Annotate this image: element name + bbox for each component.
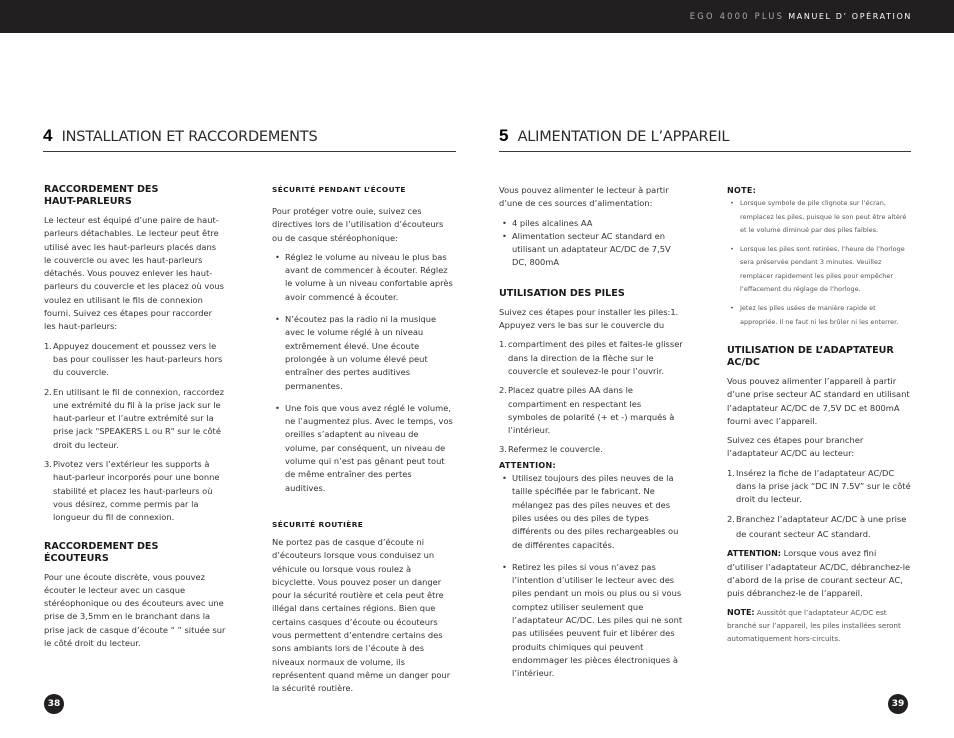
battery-steps [499,338,683,456]
column-4 [727,184,911,645]
heading-listening-safety: SÉCURITÉ PENDANT L’ÉCOUTE [272,185,406,194]
road-text: Ne portez pas de casque d’écoute ni d’écouteurs lorsque vous conduisez un véhicule ou lorsque vous roulez à bicyclette. Vous pouvez poser un danger pour la sécurité routière et cela peut être illégal dans certaines régions. Bien que certains casques d’écoute ou écouteurs vous permettent d’entendre certains des sons ambiants lors de l’écoute à des niveaux normaux de volume, ils représentent quand même un danger pour la sécurité routière. [272,536,451,694]
header-manual: MANUEL D’ OPÉRATION [788,12,912,21]
header-title [690,11,912,21]
adapter-intro: Vous pouvez alimenter l’appareil à partir d’une prise secteur AC standard en utilisant l’adaptateur AC/DC de 7,5V DC et 800mA fourni avec l’appareil. [727,375,910,426]
header-bar [0,0,954,33]
list-item: 1. compartiment des piles et faites-le glisser dans la direction de la flèche sur le couvercle et soulevez-le pour l’ouvrir. [499,339,683,376]
adapter-step-continuation: de courant secteur AC standard. [736,528,871,539]
list-item: • Lorsque symbole de pile clignote sur l’écran, remplacez les piles, puisque le son peut être altéré et le volume diminué par des piles faibles. [730,199,907,234]
speakers-intro: Le lecteur est équipé d’une paire de haut-parleurs détachables. Le lecteur peut être utilisé avec les haut-parleurs placés dans le couvercle ou avec les haut-parleurs détachés. Vous pouvez enlever les haut-parleurs du couvercle et les placez où vous voulez en utilisant le fils de connexion fourni. Suivez ces étapes pour raccorder les haut-parleurs: [44,215,224,332]
list-item: • Réglez le volume au niveau le plus bas avant de commencer à écouter. Réglez le volume à un niveau confortable après avoir commencé à écouter. [275,251,453,302]
list-item: 1. Insérez la fiche de l’adaptateur AC/DC dans la prise jack “DC IN 7.5V” sur le côté droit du lecteur. [727,467,911,505]
speaker-steps [44,340,226,525]
column-1 [44,184,226,650]
section-heading-installation [43,126,456,152]
section-number: 5 [499,126,509,145]
header-brand: EGO 4000 PLUS [689,11,785,21]
note-bullets [727,197,911,329]
adapter-steps [727,467,911,526]
adapter-steps-intro: Suivez ces étapes pour brancher l’adaptateur AC/DC au lecteur: [727,435,864,459]
heading-batteries: UTILISATION DES PILES [499,287,625,299]
list-item: • Alimentation secteur AC standard en utilisant un adaptateur AC/DC de 7,5V DC, 800mA [502,230,671,268]
attention-label: ATTENTION: [499,460,556,470]
page-number-right: 39 [888,694,908,714]
list-item: • Une fois que vous avez réglé le volume, ne l’augmentez plus. Avec le temps, vos oreilles s’adaptent au niveau de volume, par conséquent, un niveau de volume qui n’est pas gênant peut tout de même entraîner des pertes auditives. [275,402,453,493]
column-2 [272,184,454,696]
note-label: NOTE: [727,186,757,195]
list-item: • Lorsque les piles sont retirées, l’heure de l’horloge sera préservée pendant 3 minutes. Veuillez remplacer rapidement les piles pour empêcher l’effacement du réglage de l’horloge. [730,245,905,294]
attention-bullets [499,472,683,680]
heading-speakers: RACCORDEMENT DES HAUT-PARLEURS [44,184,159,207]
power-intro: Vous pouvez alimenter le lecteur à partir d’une de ces sources d’alimentation: [499,185,669,209]
column-3 [499,184,683,687]
list-item: • Jetez les piles usées de manière rapide et appropriée. Il ne faut ni les brûler ni les enterrer. [730,304,899,326]
page-number-left: 38 [44,694,64,714]
list-item: • Utilisez toujours des piles neuves de la taille spécifiée par le fabricant. Ne mélangez pas des piles neuves et des piles usées ou des piles de types différents ou des piles rechargeables ou de différentes capacités. [502,473,679,550]
headphones-text: Pour une écoute discrète, vous pouvez écouter le lecteur avec un casque stéréophonique ou des écouteurs avec une prise de 3,5mm en le branchant dans la prise jack de casque d’écoute “ ” située sur le côté droit du lecteur. [44,571,226,649]
heading-adapter: UTILISATION DE L’ADAPTATEUR AC/DC [727,344,894,368]
section-heading-power [499,126,911,152]
safety-bullets [272,251,454,495]
list-item: 2. Branchez l’adaptateur AC/DC à une prise [727,513,907,524]
heading-road-safety: SÉCURITÉ ROUTIÈRE [272,519,364,529]
list-item: 3. Pivotez vers l’extérieur les supports à haut-parleur incorporés pour une bonne stabilité et placez les haut-parleurs où vous désirez, comme permis par la longueur du fil de connexion. [44,459,220,523]
list-item: 2. En utilisant le fil de connexion, raccordez une extrémité du fil à la prise jack sur le haut-parleur et l’autre extrémité sur la prise jack "SPEAKERS L ou R" sur le côté droit du lecteur. [44,386,224,450]
section-title: ALIMENTATION DE L’APPAREIL [517,129,730,145]
list-item: 3. Refermez le couvercle. [499,444,603,455]
power-sources [499,217,683,270]
section-number: 4 [43,126,53,145]
list-item: • 4 piles alcalines AA [502,217,593,228]
list-item: 2. Placez quatre piles AA dans le compartiment en respectant les symboles de polarité (+ et -) marqués à l’intérieur. [499,385,675,436]
adapter-attention: ATTENTION: Lorsque vous avez fini d’utiliser l’adaptateur AC/DC, débranchez-le d’abord de la prise de courant secteur AC, puis débranchez-le de l’appareil. [727,548,911,599]
list-item: • Retirez les piles si vous n’avez pas l’intention d’utiliser le lecteur avec des piles pendant un mois ou plus ou si vous comptez utiliser seulement que l’adaptateur AC/DC. Les piles qui ne sont pas utilisées peuvent fuir et libérer des produits chimiques qui peuvent endommager les pièces électroniques à l’intérieur. [502,561,683,679]
list-item: • N’écoutez pas la radio ni la musique avec le volume réglé à un niveau extrêmement élevé. Une écoute prolongée à un volume élevé peut entraîner des pertes auditives permanentes. [275,314,437,391]
adapter-note: NOTE: Aussitôt que l’adaptateur AC/DC est branché sur l’appareil, les piles installées seront automatiquement hors-circuits. [727,608,901,644]
list-item: 1. Appuyez doucement et poussez vers le bas pour coulisser les haut-parleurs hors du couvercle. [44,340,223,378]
safety-intro: Pour protéger votre ouie, suivez ces directives lors de l’utilisation d’écouteurs ou de casque stéréophonique: [272,206,444,243]
heading-headphones: RACCORDEMENT DES ÉCOUTEURS [44,540,159,564]
section-title: INSTALLATION ET RACCORDEMENTS [61,129,318,145]
batteries-intro: Suivez ces étapes pour installer les piles:1. Appuyez vers le bas sur le couvercle du [499,306,679,331]
